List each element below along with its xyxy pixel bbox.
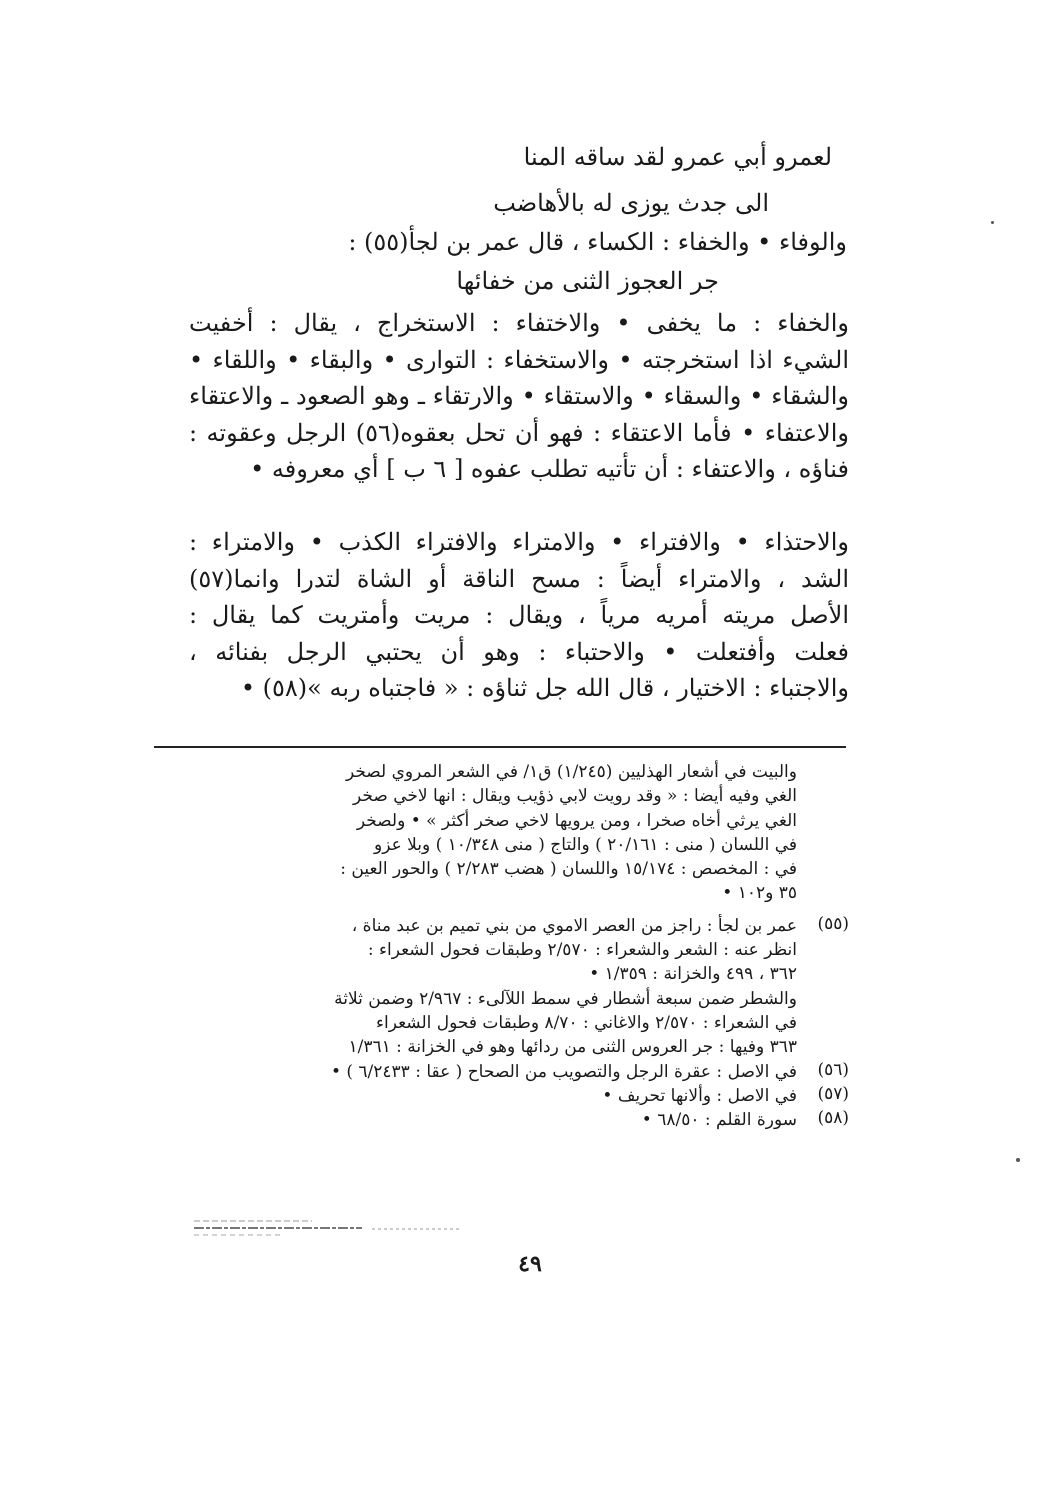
footnote-line: في الاصل : وألانها تحريف • <box>602 1085 797 1106</box>
footnote-58 <box>159 1108 849 1132</box>
footnote-continuation <box>159 760 849 906</box>
footnote-number: (٥٥) <box>817 913 849 934</box>
verse-line-1: لعمرو أبي عمرو لقد ساقه المنا <box>523 143 832 171</box>
footnote-number: (٥٧) <box>817 1083 849 1104</box>
body-line: الأصل مريته أمريه مرياً ، ويقال : مريت وأمتريت كما يقال : <box>189 601 849 629</box>
footnote-56 <box>159 1060 849 1084</box>
footnote-separator <box>154 746 846 748</box>
footnote-line: ٣٦٢ ، ٤٩٩ والخزانة : ١/٣٥٩ • <box>589 964 797 985</box>
main-text <box>187 224 847 261</box>
footnote-line: الغي وفيه أيضا : « وقد رويت لابي ذؤيب ويقال : انها لاخي صخر <box>353 786 797 807</box>
footnote-line: سورة القلم : ٦٨/٥٠ • <box>641 1110 797 1131</box>
footnote-line: ٣٦٣ وفيها : جر العروس الثنى من ردائها وهو في الخزانة : ١/٣٦١ <box>348 1037 797 1058</box>
footnote-line: عمر بن لجأ : راجز من العصر الاموي من بني تميم بن عبد مناة ، <box>351 915 797 936</box>
body-line: والشقاء • والسقاء • والاستقاء • والارتقاء ـ وهو الصعود ـ والاعتقاء <box>189 382 849 410</box>
footnote-57 <box>159 1084 849 1108</box>
footnote-line: في : المخصص : ١٥/١٧٤ واللسان ( هضب ٢/٢٨٣ ) والحور العين : <box>340 859 797 880</box>
footnote-55 <box>159 914 849 1060</box>
body-line: والاحتذاء • والافتراء • والامتراء والافتراء الكذب • والامتراء : <box>189 528 849 556</box>
footnote-number: (٥٨) <box>817 1108 849 1129</box>
scan-speck <box>991 221 994 224</box>
main-text-paragraph-3 <box>189 524 849 707</box>
verse-line-2: الى جدث يوزى له بالأهاضب <box>493 189 769 217</box>
body-line: والاعتفاء • فأما الاعتقاء : فهو أن تحل بعقوه(٥٦) الرجل وعقوته : <box>189 418 849 447</box>
page-number: ٤٩ <box>518 1251 542 1277</box>
footnotes <box>159 760 849 1132</box>
body-line: والوفاء • والخفاء : الكساء ، قال عمر بن لجأ(٥٥) : <box>348 228 847 256</box>
footnote-line: في الشعراء : ٢/٥٧٠ والاغاني : ٨/٧٠ وطبقات فحول الشعراء <box>375 1012 797 1033</box>
footnote-line: في اللسان ( منى : ٢٠/١٦١ ) والتاج ( منى ١٠/٣٤٨ ) وبلا عزو <box>374 834 797 855</box>
verse-line-3: جر العجوز الثنى من خفائها <box>456 267 719 295</box>
footnote-number: (٥٦) <box>817 1059 849 1080</box>
footnote-line: والشطر ضمن سبعة أشطار في سمط اللآلىء : ٢/٩٦٧ وضمن ثلاثة <box>334 988 797 1009</box>
body-line: فعلت وأفتعلت • والاحتباء : وهو أن يحتبي الرجل بفنائه ، <box>189 637 849 666</box>
footnote-line: انظر عنه : الشعر والشعراء : ٢/٥٧٠ وطبقات فحول الشعراء : <box>367 940 797 961</box>
main-text-paragraph-2 <box>189 305 849 488</box>
footnote-line: في الاصل : عقرة الرجل والتصويب من الصحاح ( عقا : ٦/٢٤٣٣ ) • <box>330 1061 797 1082</box>
scan-smudge <box>192 1218 464 1240</box>
footnote-line: الغي يرثي أخاه صخرا ، ومن يرويها لاخي صخر أكثر » • ولصخر <box>356 810 797 831</box>
body-line: الشيء اذا استخرجته • والاستخفاء : التوارى • والبقاء • واللقاء • <box>189 345 849 374</box>
body-line: والخفاء : ما يخفى • والاختفاء : الاستخراج ، يقال : أخفيت <box>189 309 849 337</box>
body-line: فناؤه ، والاعتفاء : أن تأتيه تطلب عفوه [ ٦ ب ] أي معروفه • <box>250 455 849 483</box>
body-line: الشد ، والامتراء أيضاً : مسح الناقة أو الشاة لتدرا وانما(٥٧) <box>189 564 849 593</box>
footnote-line: والبيت في أشعار الهذليين (١/٢٤٥) ق١/ في الشعر المروي لصخر <box>345 762 797 782</box>
scan-speck <box>1016 1158 1020 1162</box>
footnote-line: ٣٥ و١٠٢ • <box>722 883 797 904</box>
body-line: والاجتباء : الاختيار ، قال الله جل ثناؤه : « فاجتباه ربه »(٥٨) • <box>240 674 849 702</box>
